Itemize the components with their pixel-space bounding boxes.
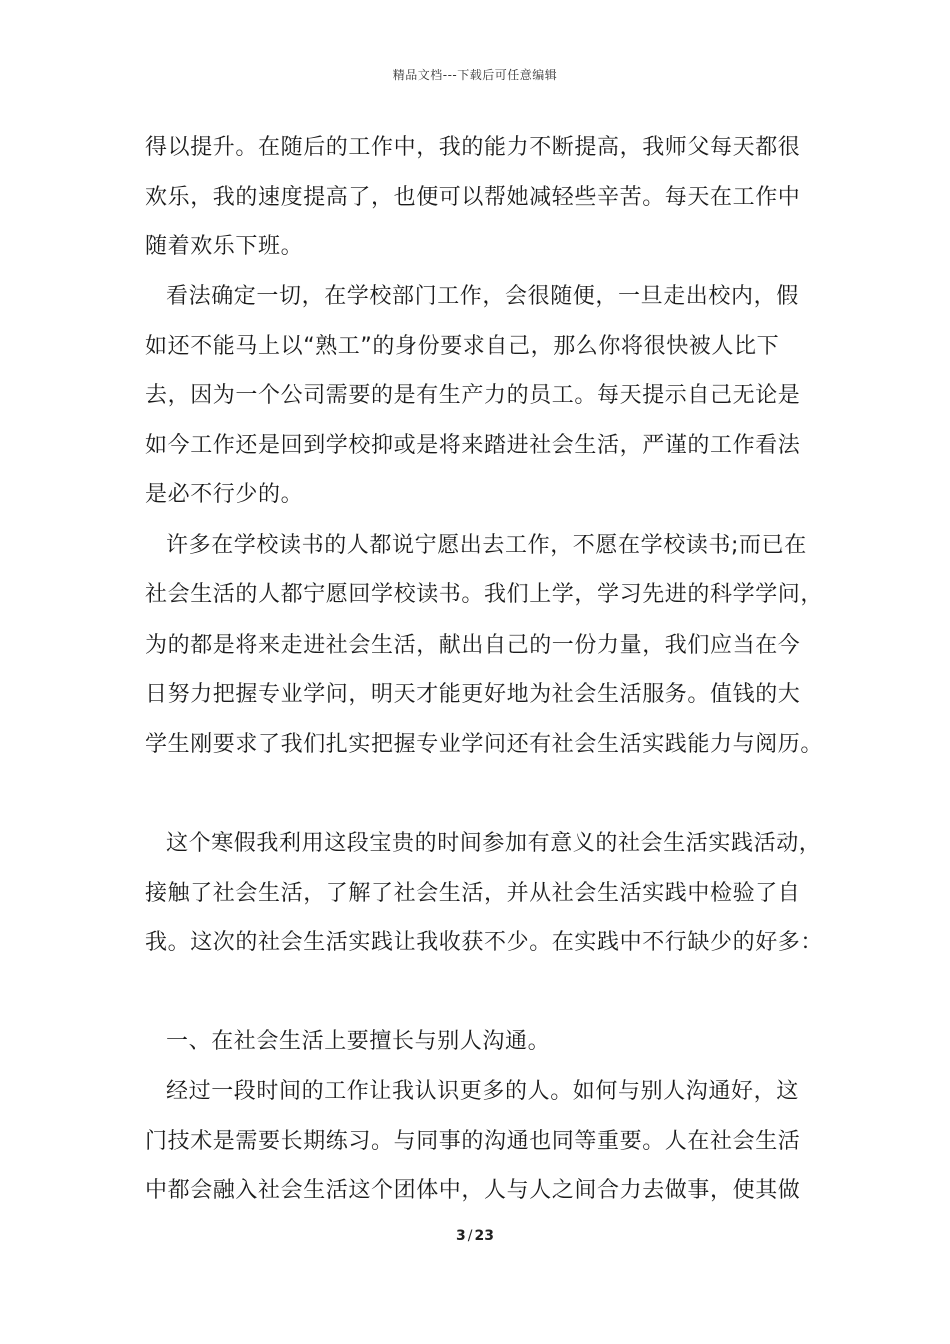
text-line: 看法确定一切，在学校部门工作，会很随便，一旦走出校内，假 xyxy=(166,284,799,309)
text-line: 经过一段时间的工作让我认识更多的人。如何与别人沟通好，这 xyxy=(166,1079,799,1104)
text-line: 学生刚要求了我们扎实把握专业学问还有社会生活实践能力与阅历。 xyxy=(145,732,824,757)
text-line: 得以提升。在随后的工作中，我的能力不断提高，我师父每天都很 xyxy=(145,135,801,160)
total-pages: 23 xyxy=(474,1228,494,1244)
text-line: 社会生活的人都宁愿回学校读书。我们上学，学习先进的科学学问， xyxy=(145,582,824,607)
page-header: 精品文档---下载后可任意编辑 xyxy=(392,68,558,82)
page-number xyxy=(0,1228,950,1244)
text-line: 去，因为一个公司需要的是有生产力的员工。每天提示自己无论是 xyxy=(145,383,801,408)
section-heading: 一、在社会生活上要擅长与别人沟通。 xyxy=(166,1029,551,1054)
text-line: 是必不行少的。 xyxy=(145,482,304,507)
text-line: 日努力把握专业学问，明天才能更好地为社会生活服务。值钱的大 xyxy=(145,682,801,707)
page-separator: / xyxy=(467,1228,473,1244)
text-line: 如还不能马上以“熟工”的身份要求自己，那么你将很快被人比下 xyxy=(145,334,780,359)
text-line: 许多在学校读书的人都说宁愿出去工作，不愿在学校读书;而已在 xyxy=(166,533,807,558)
text-line: 我。这次的社会生活实践让我收获不少。在实践中不行缺少的好多： xyxy=(145,930,824,955)
text-line: 这个寒假我利用这段宝贵的时间参加有意义的社会生活实践活动， xyxy=(166,831,822,856)
text-line: 随着欢乐下班。 xyxy=(145,234,304,259)
text-line: 中都会融入社会生活这个团体中，人与人之间合力去做事，使其做 xyxy=(145,1178,801,1203)
text-line: 为的都是将来走进社会生活，献出自己的一份力量，我们应当在今 xyxy=(145,633,801,658)
text-line: 接触了社会生活，了解了社会生活，并从社会生活实践中检验了自 xyxy=(145,881,801,906)
current-page: 3 xyxy=(456,1228,466,1244)
text-line: 门技术是需要长期练习。与同事的沟通也同等重要。人在社会生活 xyxy=(145,1129,801,1154)
text-line: 欢乐，我的速度提高了，也便可以帮她减轻些辛苦。每天在工作中 xyxy=(145,185,801,210)
text-line: 如今工作还是回到学校抑或是将来踏进社会生活，严谨的工作看法 xyxy=(145,433,801,458)
